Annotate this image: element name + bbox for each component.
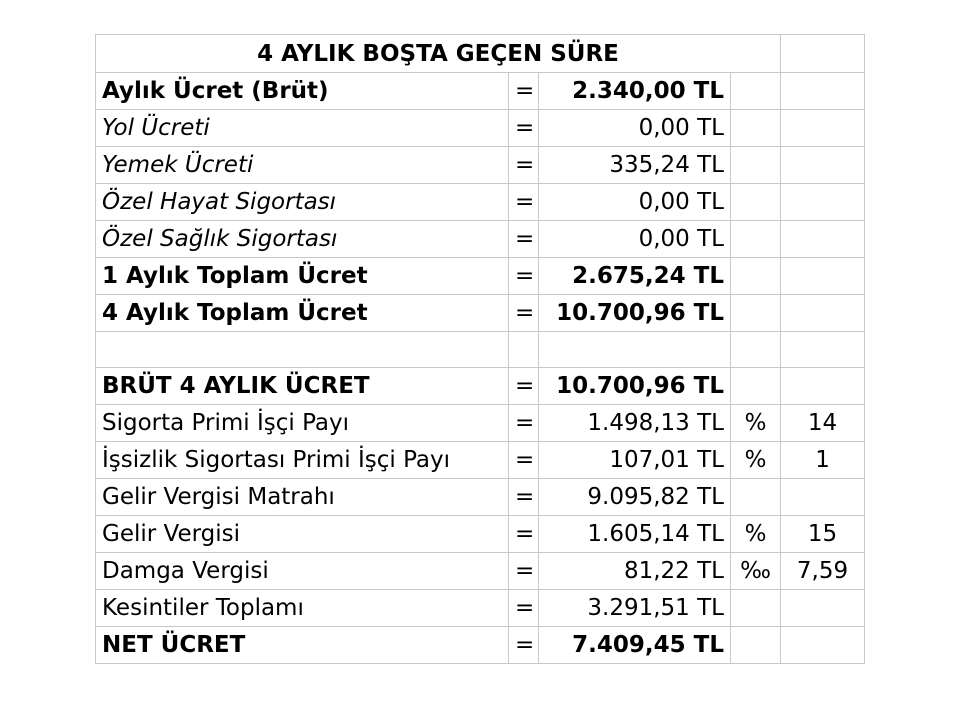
row-equals: = xyxy=(509,184,539,221)
row-value: 0,00 TL xyxy=(539,184,731,221)
row-equals: = xyxy=(509,442,539,479)
row-value: 2.340,00 TL xyxy=(539,73,731,110)
row-equals: = xyxy=(509,368,539,405)
row-unit xyxy=(731,368,781,405)
row-value: 3.291,51 TL xyxy=(539,590,731,627)
row-label: Damga Vergisi xyxy=(96,553,509,590)
row-value: 1.605,14 TL xyxy=(539,516,731,553)
row-rate xyxy=(781,258,865,295)
table-row xyxy=(96,479,865,516)
row-value: 7.409,45 TL xyxy=(539,627,731,664)
table-row xyxy=(96,147,865,184)
row-unit xyxy=(731,295,781,332)
table-row xyxy=(96,368,865,405)
row-value: 335,24 TL xyxy=(539,147,731,184)
row-equals: = xyxy=(509,147,539,184)
row-unit xyxy=(731,590,781,627)
row-label: NET ÜCRET xyxy=(96,627,509,664)
title-row xyxy=(96,35,865,73)
row-rate xyxy=(781,110,865,147)
row-unit: % xyxy=(731,442,781,479)
row-rate: 14 xyxy=(781,405,865,442)
table-row xyxy=(96,627,865,664)
row-equals: = xyxy=(509,110,539,147)
table-row xyxy=(96,553,865,590)
row-equals: = xyxy=(509,590,539,627)
row-rate xyxy=(781,368,865,405)
row-value: 10.700,96 TL xyxy=(539,368,731,405)
table-row xyxy=(96,110,865,147)
row-value: 107,01 TL xyxy=(539,442,731,479)
row-unit: % xyxy=(731,405,781,442)
row-rate xyxy=(781,73,865,110)
row-value: 0,00 TL xyxy=(539,110,731,147)
row-rate: 1 xyxy=(781,442,865,479)
wage-calculation-table xyxy=(95,34,865,664)
row-rate xyxy=(781,295,865,332)
table-row xyxy=(96,73,865,110)
row-equals xyxy=(509,332,539,368)
title-empty-cell xyxy=(781,35,865,73)
row-equals: = xyxy=(509,516,539,553)
row-rate xyxy=(781,147,865,184)
row-label: Kesintiler Toplamı xyxy=(96,590,509,627)
row-rate: 15 xyxy=(781,516,865,553)
row-unit xyxy=(731,221,781,258)
row-label: Yemek Ücreti xyxy=(96,147,509,184)
row-label: 1 Aylık Toplam Ücret xyxy=(96,258,509,295)
row-equals: = xyxy=(509,295,539,332)
row-unit xyxy=(731,332,781,368)
table-row xyxy=(96,516,865,553)
row-equals: = xyxy=(509,258,539,295)
row-value: 9.095,82 TL xyxy=(539,479,731,516)
row-label: Özel Hayat Sigortası xyxy=(96,184,509,221)
row-label: Aylık Ücret (Brüt) xyxy=(96,73,509,110)
row-rate: 7,59 xyxy=(781,553,865,590)
row-value: 2.675,24 TL xyxy=(539,258,731,295)
row-unit xyxy=(731,184,781,221)
table-row xyxy=(96,590,865,627)
row-label: Yol Ücreti xyxy=(96,110,509,147)
row-label: 4 Aylık Toplam Ücret xyxy=(96,295,509,332)
row-unit xyxy=(731,258,781,295)
row-value xyxy=(539,332,731,368)
row-unit xyxy=(731,73,781,110)
row-equals: = xyxy=(509,553,539,590)
row-label: Gelir Vergisi xyxy=(96,516,509,553)
table-title: 4 AYLIK BOŞTA GEÇEN SÜRE xyxy=(96,35,781,73)
row-rate xyxy=(781,184,865,221)
row-unit xyxy=(731,110,781,147)
row-label: BRÜT 4 AYLIK ÜCRET xyxy=(96,368,509,405)
spacer-row xyxy=(96,332,865,368)
table-row xyxy=(96,258,865,295)
row-label: Özel Sağlık Sigortası xyxy=(96,221,509,258)
row-equals: = xyxy=(509,73,539,110)
row-unit xyxy=(731,627,781,664)
row-equals: = xyxy=(509,479,539,516)
table-row xyxy=(96,184,865,221)
row-value: 0,00 TL xyxy=(539,221,731,258)
row-label: İşsizlik Sigortası Primi İşçi Payı xyxy=(96,442,509,479)
row-value: 81,22 TL xyxy=(539,553,731,590)
row-equals: = xyxy=(509,627,539,664)
row-rate xyxy=(781,590,865,627)
row-unit xyxy=(731,147,781,184)
row-rate xyxy=(781,479,865,516)
table-row xyxy=(96,405,865,442)
table-row xyxy=(96,295,865,332)
row-label: Gelir Vergisi Matrahı xyxy=(96,479,509,516)
row-label xyxy=(96,332,509,368)
row-rate xyxy=(781,221,865,258)
row-value: 10.700,96 TL xyxy=(539,295,731,332)
row-unit xyxy=(731,479,781,516)
table-row xyxy=(96,442,865,479)
row-equals: = xyxy=(509,221,539,258)
row-label: Sigorta Primi İşçi Payı xyxy=(96,405,509,442)
table-row xyxy=(96,221,865,258)
row-equals: = xyxy=(509,405,539,442)
row-rate xyxy=(781,627,865,664)
row-rate xyxy=(781,332,865,368)
row-unit: % xyxy=(731,516,781,553)
row-unit: ‰ xyxy=(731,553,781,590)
row-value: 1.498,13 TL xyxy=(539,405,731,442)
